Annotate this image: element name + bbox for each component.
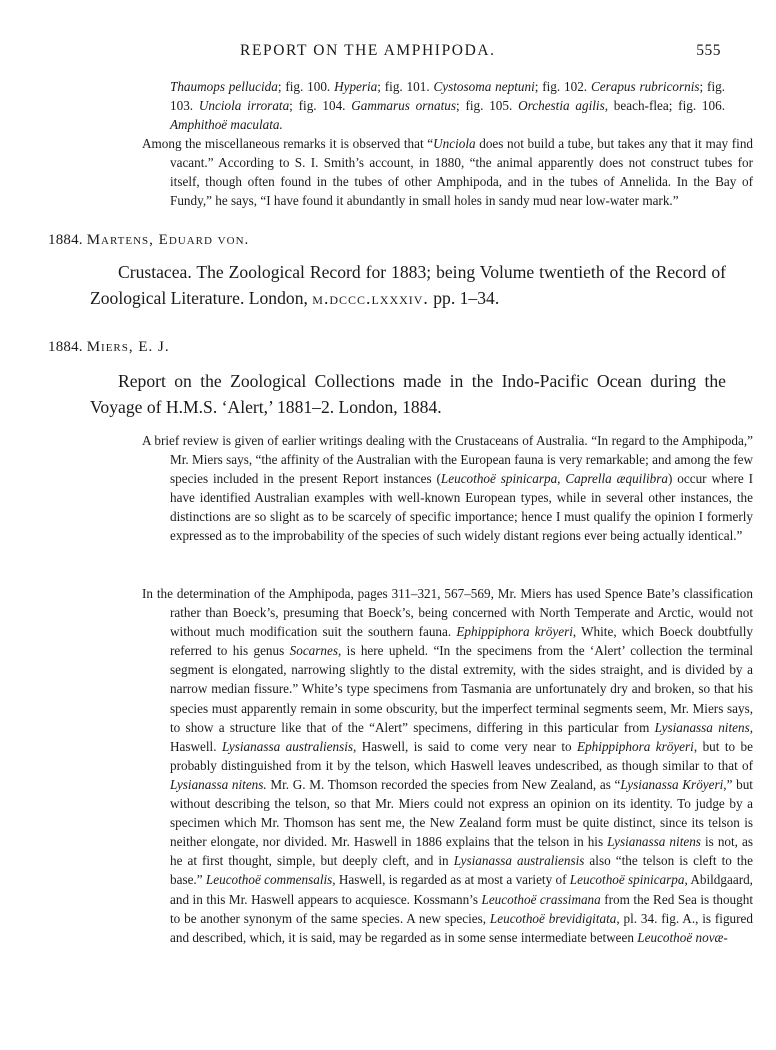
entry-heading-miers [48, 339, 170, 356]
entry-heading-martens [48, 232, 249, 249]
fig-name: Thaumops pellucida [170, 79, 278, 94]
fig-name: Gammarus ornatus [351, 98, 456, 114]
fig-name: Amphithoë maculata. [170, 117, 283, 133]
entry-title-martens: Crustacea. The Zoological Record for 1883; being Volume twentieth of the Record of Zoological Literature. London, m.dccc.lxxxiv. pp. 1–34. [90, 262, 726, 308]
fig-name: Hyperia [334, 79, 378, 94]
paragraph-misc-remarks: Among the miscellaneous remarks it is observed that “Unciola does not build a tube, but takes any that it may find vacant.” According to S. I. Smith’s account, in 1880, “the animal apparently does not construct tubes for itself, though often found in the tubes of other Amphipoda, and in the tubes of Annelida. In the Bay of Fundy,” he says, “I have found it abundantly in small holes in sandy mud near low-water mark.” [142, 136, 754, 209]
running-header [0, 42, 776, 64]
header-title: REPORT ON THE AMPHIPODA. [240, 42, 496, 59]
page-number: 555 [696, 42, 721, 59]
entry-year: 1884. [48, 232, 83, 248]
fig-name: Cystosoma neptuni [433, 79, 535, 94]
paragraph-determination: In the determination of the Amphipoda, pages 311–321, 567–569, Mr. Miers has used Spence Bate’s classification rather than Boeck’s, presuming that Boeck’s, being concerned with North Temperate and Arctic, would not without much modification suit the southern fauna. Ephippiphora kröyeri, White, which Boeck doubtfully referred to his genus Socarnes, is here upheld. “In the specimens from the ‘Alert’ collection the terminal segment is elongated, narrowing slightly to the distal extremity, with the sides straight, and is divided by a narrow median fissure.” White’s type specimens from Tasmania are unfortunately dry and broken, so that his species must apparently remain in some obscurity, but the imperfect terminal segments seem, Mr. Miers says, to show a structure like that of the “Alert” specimens, differing in this particular from Lysianassa nitens, Haswell. Lysianassa australiensis, Haswell, is said to come very near to Ephippiphora kröyeri, but to be probably distinguished from it by the telson, which Haswell leaves undescribed, as though similar to that of Lysianassa nitens. Mr. G. M. Thomson recorded the species from New Zealand, as “Lysianassa Kröyeri,” but without describing the telson, so that Mr. Miers could not express an opinion on its identity. To judge by a specimen which Mr. Thomson has sent me, the New Zealand form must be quite distinct, since its telson is neither elongate, nor divided. Mr. Haswell in 1886 explains that the telson in his Lysianassa nitens is not, as he at first thought, simple, but deeply cleft, and in Lysianassa australiensis also “the telson is cleft to the base.” Leucothoë commensalis, Haswell, is regarded as at most a variety of Leucothoë spinicarpa, Abildgaard, and in this Mr. Haswell appears to acquiesce. Kossmann’s Leucothoë crassimana from the Red Sea is thought to be another synonym of the same species. A new species, Leucothoë brevidigitata, pl. 34. fig. A., is figured and described, which, it is said, may be regarded as in some sense intermediate between Leucothoë novæ- [142, 586, 754, 945]
paragraph-brief-review: A brief review is given of earlier writings dealing with the Crustaceans of Australia. “In regard to the Amphipoda,” Mr. Miers says, “the affinity of the Australian with the European fauna is very remarkable; and among the few species included in the present Report instances (Leucothoë spinicarpa, Caprella æquilibra) occur where I have identified Australian examples with well-known European types, while in several other instances, the distinctions are so slight as to be scarcely of specific importance; hence I must qualify the opinion I formerly expressed as to the improbability of the species of such widely distant regions ever being actually identical.” [142, 433, 753, 544]
fig-name: Cerapus rubricornis [590, 79, 700, 94]
fig-name: Orchestia agilis [518, 98, 605, 114]
entry-year: 1884. [48, 339, 83, 355]
entry-author: Martens, Eduard von. [86, 232, 250, 248]
entry-author: Miers, E. J. [86, 339, 170, 355]
fig-name: Unciola irrorata [198, 98, 290, 114]
figure-list-continuation: Thaumops pellucida; fig. 100. Hyperia; fig. 101. Cystosoma neptuni; fig. 102. Cerapus rubricornis; fig. 103. Unciola irrorata; fig. 104. Gammarus ornatus; fig. 105. Orchestia agilis, beach-flea; fig. 106. Amphithoë maculata. [170, 79, 725, 133]
entry-title-miers: Report on the Zoological Collections made in the Indo-Pacific Ocean during the Voyage of H.M.S. ‘Alert,’ 1881–2. London, 1884. [90, 371, 726, 417]
